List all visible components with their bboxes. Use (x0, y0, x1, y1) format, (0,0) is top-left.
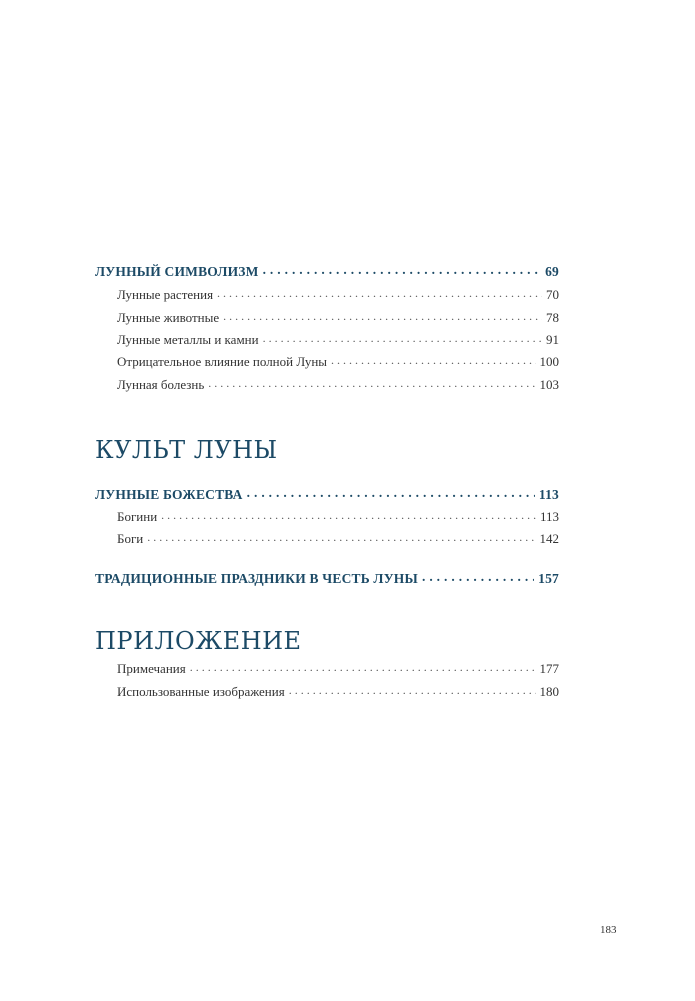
toc-entry-title: Лунные животные (117, 310, 220, 325)
toc-page-number: 142 (539, 531, 559, 546)
toc-entry-title: Отрицательное влияние полной Луны (117, 354, 328, 369)
chapter-heading-cult: КУЛЬТ ЛУНЫ (95, 436, 278, 464)
leader-dots (263, 331, 542, 344)
leader-dots (147, 530, 535, 543)
toc-entry (117, 508, 559, 525)
leader-dots (208, 376, 535, 389)
chapter-heading-appendix: ПРИЛОЖЕНИЕ (95, 627, 302, 655)
toc-section-symbolism (95, 262, 559, 280)
toc-entry-title: Примечания (117, 661, 186, 676)
toc-section-deities (95, 485, 559, 503)
toc-section-holidays (95, 569, 559, 587)
toc-entry-title: Боги (117, 531, 144, 546)
leader-dots (263, 262, 542, 276)
toc-page-number: 91 (546, 332, 559, 347)
toc-section-title: ТРАДИЦИОННЫЕ ПРАЗДНИКИ В ЧЕСТЬ ЛУНЫ (95, 570, 418, 586)
toc-page-number: 157 (538, 570, 559, 586)
toc-page-number: 113 (538, 486, 559, 502)
toc-page-number: 177 (539, 661, 559, 676)
toc-entry-title: Использованные изображения (117, 684, 285, 699)
leader-dots (331, 353, 535, 366)
leader-dots (247, 485, 535, 499)
toc-entry (117, 331, 559, 348)
toc-entry (117, 353, 559, 370)
toc-entry (117, 683, 559, 700)
toc-page-number: 103 (539, 377, 559, 392)
toc-entry-title: Лунная болезнь (117, 377, 205, 392)
toc-section-title: ЛУННЫЙ СИМВОЛИЗМ (95, 263, 259, 279)
toc-entry (117, 660, 559, 677)
leader-dots (223, 309, 542, 322)
toc-page-number: 78 (546, 310, 559, 325)
leader-dots (161, 508, 536, 521)
toc-page-number: 70 (546, 287, 559, 302)
leader-dots (217, 286, 542, 299)
toc-entry-title: Лунные металлы и камни (117, 332, 259, 347)
toc-entry (117, 309, 559, 326)
toc-entry (117, 530, 559, 547)
toc-page-number: 69 (545, 263, 559, 279)
toc-page-number: 180 (539, 684, 559, 699)
toc-entry (117, 286, 559, 303)
leader-dots (289, 683, 536, 696)
toc-entry (117, 376, 559, 393)
toc-page-number: 100 (539, 354, 559, 369)
leader-dots (422, 569, 534, 583)
toc-section-title: ЛУННЫЕ БОЖЕСТВА (95, 486, 243, 502)
toc-entry-title: Лунные растения (117, 287, 214, 302)
toc-page-number: 113 (539, 509, 559, 524)
toc-entry-title: Богини (117, 509, 158, 524)
page-number: 183 (600, 924, 617, 936)
leader-dots (190, 660, 536, 673)
